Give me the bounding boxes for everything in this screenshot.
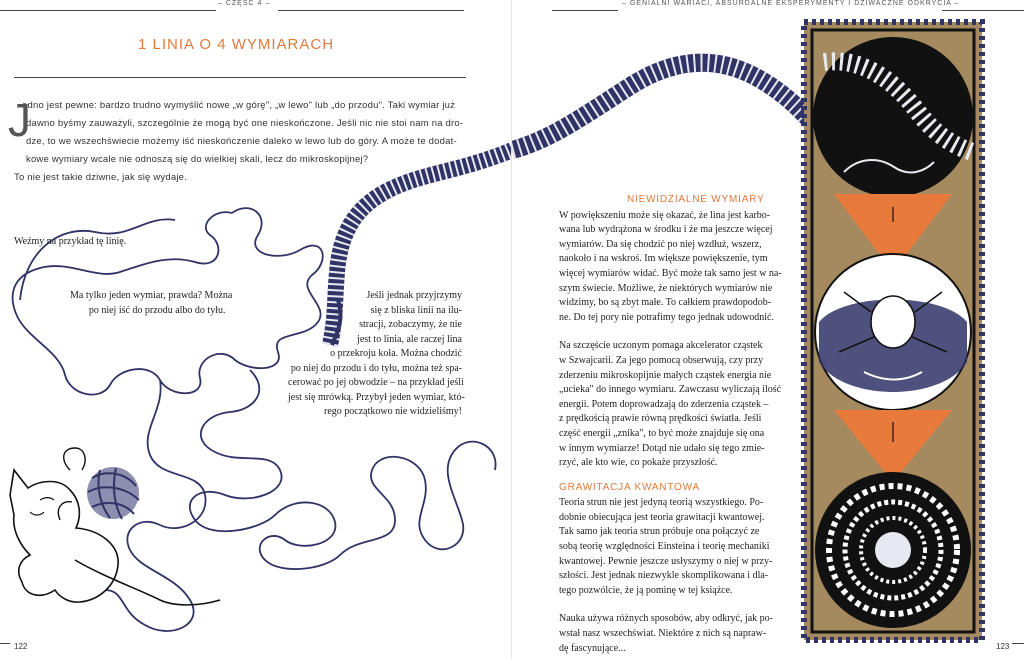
intro-line: To nie jest takie dziwne, jak się wydaje. bbox=[14, 172, 187, 183]
text-line: tego pozwólcie, że ją pominę w tej książce. bbox=[559, 584, 733, 596]
text-line: sobą teorię względności Einsteina i teorię mechaniki bbox=[559, 541, 770, 553]
right-text-column bbox=[559, 193, 782, 656]
page-header: – GENIALNI WARIACI, ABSURDALNE EKSPERYMENTY I DZIWACZNE ODKRYCIA – bbox=[622, 0, 960, 7]
closer-look-text bbox=[288, 289, 465, 420]
text-line: „ucieka" do innego wymiaru. Zawczasu wyliczają ilość bbox=[559, 384, 782, 396]
text-line: wstał nasz wszechświat. Niektóre z nich są napraw- bbox=[559, 628, 767, 640]
text-line: widzimy, bo są zbyt małe. To całkiem prawdopodob- bbox=[559, 297, 772, 309]
drop-cap: J bbox=[8, 94, 32, 146]
text-line: się z bliska linii na ilu- bbox=[370, 304, 462, 316]
text-line: dę fascynujące... bbox=[559, 642, 626, 654]
text-line: Jeśli jednak przyjrzymy bbox=[366, 290, 462, 301]
cells-circle bbox=[815, 472, 971, 628]
intro-line: kowe wymiary wcale nie odnoszą się do wielkiej skali, lecz do mikroskopijnej? bbox=[26, 154, 369, 165]
text-line: Ma tylko jeden wymiar, prawda? Można bbox=[70, 290, 233, 301]
intro-line: dawno byśmy zauważyli, szczególnie że mogą być one nieskończone. Jeśli nic nie stoi nam na dro- bbox=[26, 118, 464, 129]
text-line: energii. Potem doprowadzają do zderzenia cząstek – bbox=[559, 398, 769, 410]
text-line: Teoria strun nie jest jedyną teorią wszystkiego. Po- bbox=[559, 497, 764, 509]
page-number: 122 bbox=[14, 642, 28, 651]
text-line: ne. Do tej pory nie potrafimy tego jednak udowodnić. bbox=[559, 311, 774, 323]
text-line: wana lub wydrążona w środku i że ma jeszcze więcej bbox=[559, 224, 773, 236]
text-line: rego początkowo nie widzieliśmy! bbox=[323, 406, 462, 417]
text-line: dobnie obiecująca jest teoria grawitacji kwantowej. bbox=[559, 511, 765, 523]
text-line: Nauka używa różnych sposobów, aby odkryć, jak po- bbox=[559, 613, 774, 625]
text-line: po niej iść do przodu albo do tyłu. bbox=[88, 304, 226, 316]
intro-line: dze, to we wszechświecie możemy iść nieskończenie daleko w lewo lub do góry. A może te dodat- bbox=[26, 136, 457, 147]
section-title: GRAWITACJA KWANTOWA bbox=[559, 481, 700, 493]
text-line: naokoło i na wskroś. Im większe powiększenie, tym bbox=[559, 253, 768, 265]
text-line: szym świecie. Możliwe, że niektórych wymiarów nie bbox=[559, 282, 773, 294]
text-line: szłości. Jest jednak niezwykle skomplikowana i dla- bbox=[559, 570, 769, 582]
text-line: wymiarów. Da się chodzić po niej wzdłuż, wszerz, bbox=[559, 238, 762, 250]
right-page bbox=[512, 0, 1024, 659]
text-line: po niej do przodu i do tyłu, można też spa- bbox=[290, 362, 462, 374]
text-line: część energii „znika", to być może znajduje się ona bbox=[559, 427, 765, 439]
footer-rule bbox=[0, 643, 10, 644]
example-text: Weźmy na przykład tę linię. bbox=[14, 236, 127, 247]
page-number: 123 bbox=[996, 642, 1010, 651]
text-line: stracji, zobaczymy, że nie bbox=[359, 319, 462, 330]
text-line: rzyć, ale kto wie, co pokaże przyszłość. bbox=[559, 457, 718, 469]
page-header: – CZĘŚĆ 4 – bbox=[218, 0, 271, 7]
text-line: o przekroju koła. Można chodzić bbox=[330, 348, 462, 359]
text-line: cerować po jej obwodzie – na przykład jeśli bbox=[288, 377, 464, 388]
intro-line: edno jest pewne: bardzo trudno wymyślić nowe „w górę", „w lewo" lub „do przodu". Taki wymiar już bbox=[22, 100, 456, 111]
section-title: NIEWIDZIALNE WYMIARY bbox=[627, 194, 765, 205]
text-line: Tak samo jak teoria strun próbuje ona połączyć ze bbox=[559, 526, 760, 538]
dark-circle bbox=[813, 37, 973, 197]
ant-circle bbox=[815, 254, 971, 410]
text-line: jest to linia, ale raczej lina bbox=[357, 333, 462, 345]
magnification-panel bbox=[804, 22, 982, 640]
text-line: w Szwajcarii. Za jego pomocą obserwują, czy przy bbox=[559, 354, 764, 366]
page-title: 1 LINIA O 4 WYMIARACH bbox=[138, 36, 335, 53]
text-line: zderzeniu mikroskopijnie małych cząstek energia nie bbox=[559, 369, 772, 381]
one-dimension-text bbox=[70, 289, 232, 318]
text-line: kwantowej. Pewnie jeszcze usłyszymy o niej w przy- bbox=[559, 555, 773, 567]
text-line: jest się mrówką. Przybył jeden wymiar, któ- bbox=[288, 391, 465, 403]
text-line: w innym wymiarze! Dotąd nie udało się tego zmie- bbox=[559, 442, 765, 454]
text-line: z prędkością prawie równą prędkości światła. Jeśli bbox=[559, 413, 762, 425]
text-line: W powiększeniu może się okazać, że lina jest karbo- bbox=[559, 209, 771, 221]
text-line: Na szczęście uczonym pomaga akcelerator cząstek bbox=[559, 340, 763, 352]
text-line: więcej wymiarów widać. Być może tak samo jest w na- bbox=[559, 267, 782, 279]
footer-rule bbox=[1012, 643, 1024, 644]
